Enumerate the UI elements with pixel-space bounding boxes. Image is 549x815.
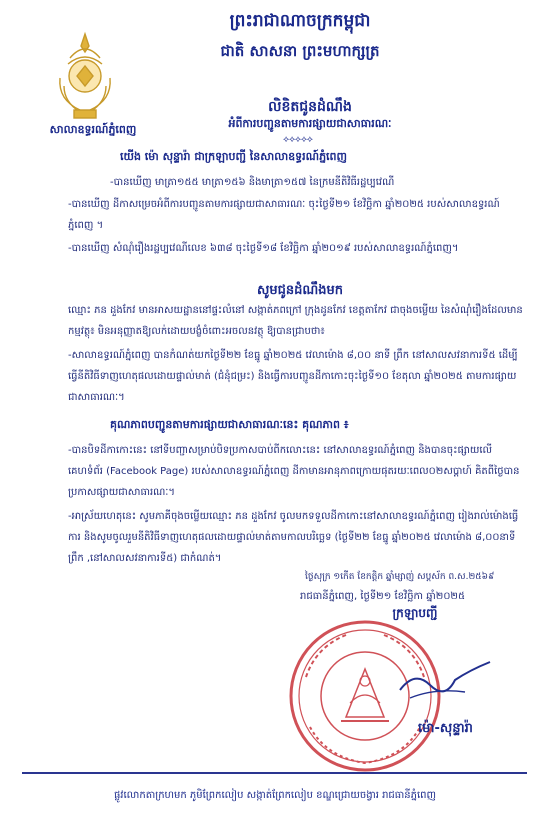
notice-body: ឈ្មោះ ភន ដួងកែវ មានអាសយដ្ឋាននៅផ្ទះលំនៅ សង្កាត់ភពក្រៅ ក្រុងដូនកែវ ខេត្តតាកែវ ជាចុងចម្លើយ នៃសំណុំរឿងដែលមានកម្មវត្ថុ៖ មិនអនុញ្ញាតឱ្យលក់ដោយបង្ខំចំពោះអចលនវត្ថុ ឱ្យបានជ្រាបថា៖ [68,305,523,337]
footer-divider [22,772,527,774]
signature-icon [395,650,495,710]
effect-heading: គុណភាពបញ្ជូនតាមការផ្សាយជាសាធារណៈនេះ គុណភាព ៖ [110,418,349,431]
court-emblem-icon [50,28,120,128]
document-subtitle: អំពីការបញ្ជូនតាមការផ្សាយជាសាធារណៈ [228,117,392,130]
signer-title: ក្រឡាបញ្ជី [392,606,438,620]
national-motto: ជាតិ សាសនា ព្រះមហាក្សត្រ [220,42,380,60]
recital-1: -បានឃើញ មាត្រា១៥៥ មាត្រា១៥៦ និងមាត្រា១៥៧ នៃក្រមនីតិវិធីរដ្ឋប្បវេណី [110,177,395,188]
court-name: សាលាឧទ្ធរណ៍ភ្នំពេញ [49,123,137,136]
document-title: លិខិតជូនដំណឹង [268,99,352,115]
effect-body: -បានបិទដីកាកោះនេះ នៅទីបញ្ជាសម្រាប់បិទប្រកាសបាប់ពីកលោះនេះ នៅសាលាឧទ្ធរណ៍ភ្នំពេញ និងបានចុះផ្សាយលើគេហទំព័រ (Facebook Page) របស់សាលាឧទ្ធរណ៍ភ្នំពេញ ដីកាមានអានុភាពក្រោយផុតរយៈពេល០២សប្ដាហ៍ គិតពីថ្ងៃបានប្រកាសផ្សាយជាសាធារណៈ។ [68,445,520,498]
ornament-divider: ⟡⟡⟡⟡⟡ [283,135,313,145]
closing-body: -អាស្រ័យហេតុនេះ សូមភាគីចុងចម្លើយឈ្មោះ ភន ដួងកែវ ចូលមកទទួលដីកាកោះនៅសាលាឧទ្ធរណ៍ភ្នំពេញ រៀងរាល់ម៉ោងធ្វើការ និងសូមចូលរួមនីតិវិធីទាញហេតុផលដោយផ្ទាល់មាត់តាមកាលបរិច្ឆេទ (ថ្ងៃទី២២ ខែធ្នូ ឆ្នាំ២០២៥ វេលាម៉ោង ៨,០០នាទី ព្រឹក ,នៅសាលសវនាការទី៥) ជាកំណត់។ [68,511,519,564]
notice-detail: -សាលាឧទ្ធរណ៍ភ្នំពេញ បានកំណត់យកថ្ងៃទី២២ ខែធ្នូ ឆ្នាំ២០២៥ វេលាម៉ោង ៨,០០ នាទី ព្រឹក នៅសាលសវនាការទី៥ ដើម្បីធ្វើនីតិវិធីទាញហេតុផលដោយផ្ទាល់មាត់ (ជំនុំជម្រះ) និងធ្វើការបញ្ជូនដីកាកោះចុះថ្ងៃទី១០ ខែតុលា ឆ្នាំ២០២៥ តាមការផ្សាយជាសាធារណៈ។ [68,350,518,403]
kingdom-title: ព្រះរាជាណាចក្រកម្ពុជា [229,11,371,31]
clerk-statement: យើង ម៉ោ សុន្ទារ៉ា ជាក្រឡាបញ្ជី នៃសាលាឧទ្ធរណ៍ភ្នំពេញ [120,150,347,163]
recital-2: -បានឃើញ ដីកាសម្រេចអំពីការបញ្ជូនតាមការផ្សាយជាសាធារណៈ ចុះថ្ងៃទី២១ ខែវិច្ឆិកា ឆ្នាំ២០២៥ របស់សាលាឧទ្ធរណ៍ភ្នំពេញ ។ [68,199,500,231]
recital-3: -បានឃើញ សំណុំរឿងរដ្ឋប្បវេណីលេខ ៦៣៨ ចុះថ្ងៃទី១៨ ខែវិច្ឆិកា ឆ្នាំ២០១៩ របស់សាលាឧទ្ធរណ៍ភ្នំពេញ។ [68,243,459,254]
footer-address: ផ្លូវលោកតាក្រហមក ភូមិព្រែកលៀប សង្កាត់ព្រែកលៀប ខណ្ឌជ្រោយចង្វារ រាជធានីភ្នំពេញ [113,790,437,801]
place-date: រាជធានីភ្នំពេញ, ថ្ងៃទី២១ ខែវិច្ឆិកា ឆ្នាំ២០២៥ [300,591,466,602]
lunar-date: ថ្ងៃសុក្រ ១កើត ខែកត្តិក ឆ្នាំម្សាញ់ សប្តស័ក ព.ស.២៥៦៩ [305,572,495,582]
signer-name: ម៉ោ-សុន្ទារ៉ា [418,721,473,736]
notice-heading: សូមជូនដំណឹងមក [256,283,343,298]
